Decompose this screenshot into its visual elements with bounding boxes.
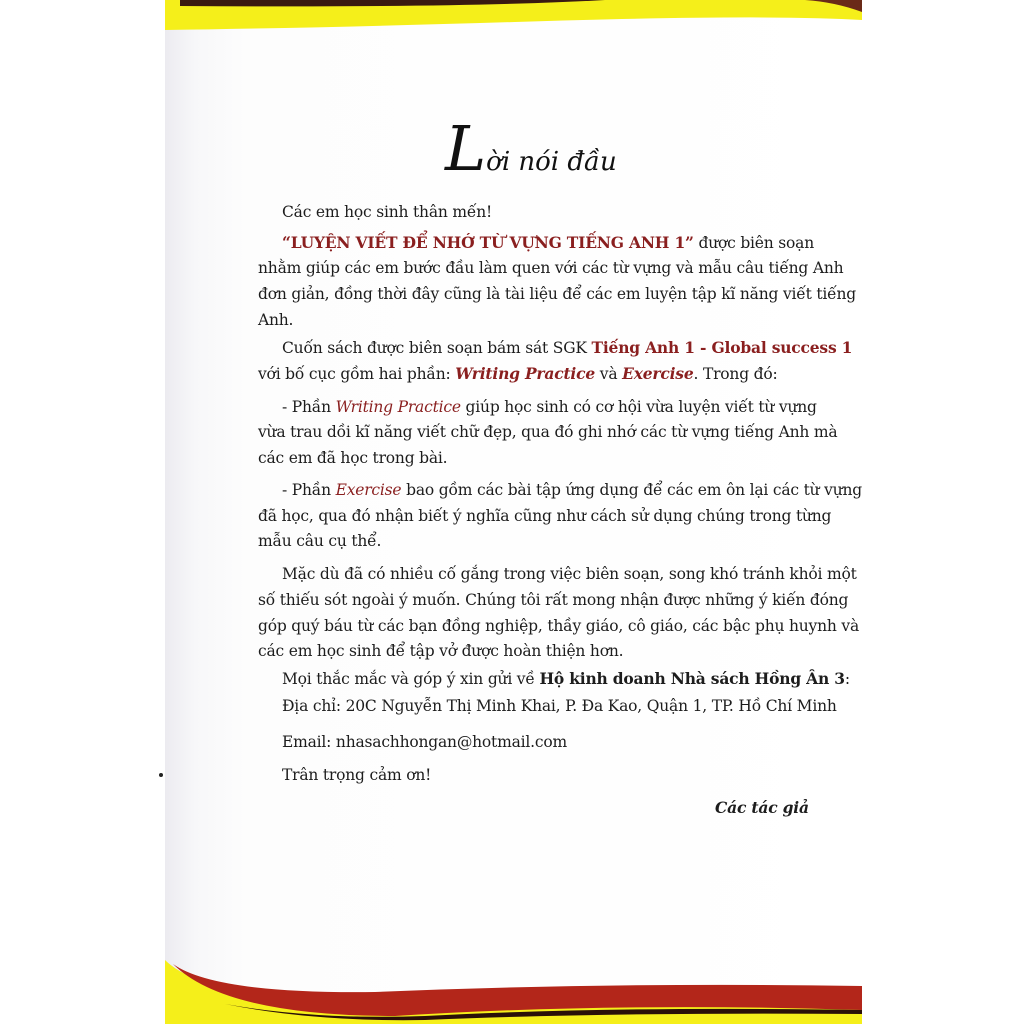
- top-decorative-band: [165, 0, 862, 40]
- apology-line: số thiếu sót ngoài ý muốn. Chúng tôi rất mong nhận được những ý kiến đóng: [258, 591, 849, 609]
- exercise-line: đã học, qua đó nhận biết ý nghĩa cũng như cách sử dụng chúng trong từng: [258, 507, 832, 525]
- apology-line: Mặc dù đã có nhiều cố gắng trong việc biên soạn, song khó tránh khỏi một: [282, 565, 857, 583]
- apology-line: góp quý báu từ các bạn đồng nghiệp, thầy giáo, cô giáo, các bậc phụ huynh và: [258, 617, 860, 635]
- intro-line: đơn giản, đồng thời đây cũng là tài liệu để các em luyện tập kĩ năng viết tiếng: [258, 285, 856, 303]
- greeting: Các em học sinh thân mến!: [282, 203, 493, 221]
- structure-line: Cuốn sách được biên soạn bám sát SGK Tiếng Anh 1 - Global success 1: [282, 338, 853, 357]
- intro-line: nhằm giúp các em bước đầu làm quen với các từ vựng và mẫu câu tiếng Anh: [258, 259, 844, 277]
- contact-line: Mọi thắc mắc và góp ý xin gửi về Hộ kinh doanh Nhà sách Hồng Ân 3:: [282, 669, 850, 688]
- exercise-line: - Phần Exercise bao gồm các bài tập ứng dụng để các em ôn lại các từ vựng: [282, 481, 862, 499]
- email: Email: nhasachhongan@hotmail.com: [282, 733, 567, 751]
- apology-line: các em học sinh để tập vở được hoàn thiện hơn.: [258, 642, 624, 660]
- closing: Trân trọng cảm ơn!: [282, 766, 432, 784]
- writing-practice-line: vừa trau dồi kĩ năng viết chữ đẹp, qua đó ghi nhớ các từ vựng tiếng Anh mà: [258, 423, 838, 441]
- intro-line: Anh.: [258, 311, 294, 329]
- writing-practice-line: - Phần Writing Practice giúp học sinh có cơ hội vừa luyện viết từ vựng: [282, 398, 817, 416]
- signature: Các tác giả: [715, 798, 809, 817]
- scan-speck: [159, 773, 163, 777]
- writing-practice-line: các em đã học trong bài.: [258, 449, 448, 467]
- address: Địa chỉ: 20C Nguyễn Thị Minh Khai, P. Đa Kao, Quận 1, TP. Hồ Chí Minh: [282, 697, 837, 715]
- bottom-decorative-band: [165, 960, 862, 1024]
- page-title: Lời nói đầu: [445, 112, 617, 185]
- structure-line: với bố cục gồm hai phần: Writing Practice và Exercise. Trong đó:: [258, 364, 778, 383]
- intro-line: “LUYỆN VIẾT ĐỂ NHỚ TỪ VỰNG TIẾNG ANH 1” được biên soạn: [282, 233, 814, 252]
- book-page: [165, 0, 862, 1024]
- exercise-line: mẫu câu cụ thể.: [258, 532, 382, 550]
